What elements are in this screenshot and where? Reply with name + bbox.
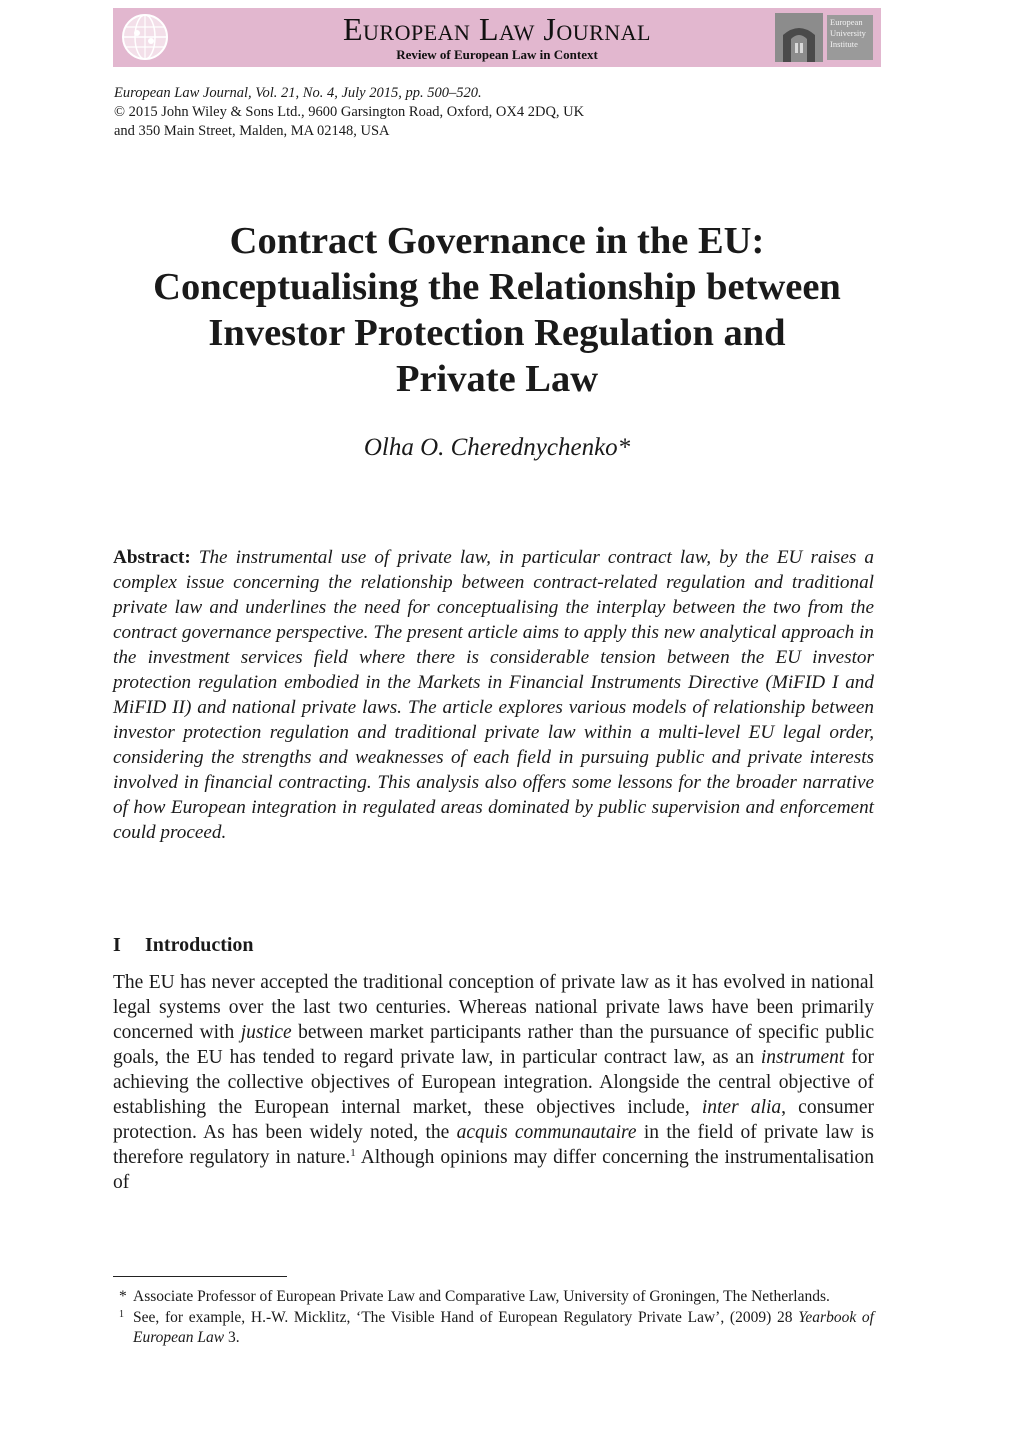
title-line: Contract Governance in the EU: xyxy=(229,220,765,262)
footnote-ref-1[interactable]: 1 xyxy=(350,1147,356,1159)
section-title: Introduction xyxy=(145,934,254,956)
footnote-mark: * xyxy=(119,1288,127,1305)
emphasis: justice xyxy=(240,1022,292,1043)
footnotes xyxy=(113,1287,874,1349)
article-author: Olha O. Cherednychenko* xyxy=(363,434,631,461)
abstract-text: The instrumental use of private law, in particular contract law, by the EU raises a complex issue concerning the relationship between contract-related regulation and traditional private law and underlines the need for conceptualising the interplay between the two from the contract governance perspective. The present article aims to apply this new analytical approach in the investment services field where there is considerable tension between the EU investor protection regulation embodied in the Markets in Financial Instruments Directive (MiFID I and MiFID II) and national private laws. The article explores various models of relationship between investor protection regulation and traditional private law within a multi-level EU legal order, considering the strengths and weaknesses of each field in pursuing public and private interests involved in financial contracting. This analysis also offers some lessons for the broader narrative of how European integration in regulated areas dominated by public supervision and enforcement could proceed. xyxy=(113,547,874,843)
abstract xyxy=(113,545,874,845)
title-line: Conceptualising the Relationship between xyxy=(153,266,841,308)
journal-title: European Law Journal xyxy=(343,11,651,47)
citation-block xyxy=(114,84,584,141)
section-number: I xyxy=(113,934,121,956)
emphasis: inter alia xyxy=(701,1097,782,1118)
journal-banner xyxy=(113,8,881,67)
footnote-text: Associate Professor of European Private Law and Comparative Law, University of Groningen, The Netherlands. xyxy=(133,1288,830,1305)
article-title xyxy=(113,218,881,402)
footnote-star xyxy=(113,1287,874,1308)
footnote-journal: Yearbook of European Law xyxy=(133,1308,874,1346)
citation-journal: European Law Journal, Vol. 21, No. 4, July 2015, pp. 500–520. xyxy=(114,85,482,101)
citation-address: and 350 Main Street, Malden, MA 02148, USA xyxy=(114,123,390,139)
abstract-label: Abstract: xyxy=(113,547,191,568)
eui-logo xyxy=(775,13,873,62)
eui-building-icon xyxy=(775,13,823,62)
footnote-mark: 1 xyxy=(119,1308,124,1320)
emphasis: acquis communautaire xyxy=(456,1122,637,1143)
section-heading xyxy=(113,932,254,958)
eui-logo-text: European University Institute xyxy=(827,15,873,60)
citation-publisher: © 2015 John Wiley & Sons Ltd., 9600 Garsington Road, Oxford, OX4 2DQ, UK xyxy=(114,104,585,120)
footnote-divider xyxy=(113,1276,287,1277)
emphasis: instrument xyxy=(760,1047,845,1068)
intro-paragraph: The EU has never accepted the traditional conception of private law as it has evolved in national legal systems over the last two centuries. Whereas national private laws have been primarily concerned with justice between market participants rather than the pursuance of specific public goals, the EU has tended to regard private law, in particular contract law, as an instrument for achieving the collective objectives of European integration. Alongside the central objective of establishing the European internal market, these objectives include, inter alia, consumer protection. As has been widely noted, the acquis communautaire in the field of private law is therefore regulatory in nature.$^1$ Although opinions may differ concerning the instrumentalisation of xyxy=(113,972,874,1193)
title-line: Private Law xyxy=(395,358,599,400)
title-line: Investor Protection Regulation and xyxy=(208,312,786,354)
footnote-1: 1 See, for example, H.-W. Micklitz, ‘The Visible Hand of European Regulatory Private Law’, (2009) 28 Yearbook of European Law 3. xyxy=(113,1308,874,1349)
journal-subtitle: Review of European Law in Context xyxy=(396,47,598,62)
